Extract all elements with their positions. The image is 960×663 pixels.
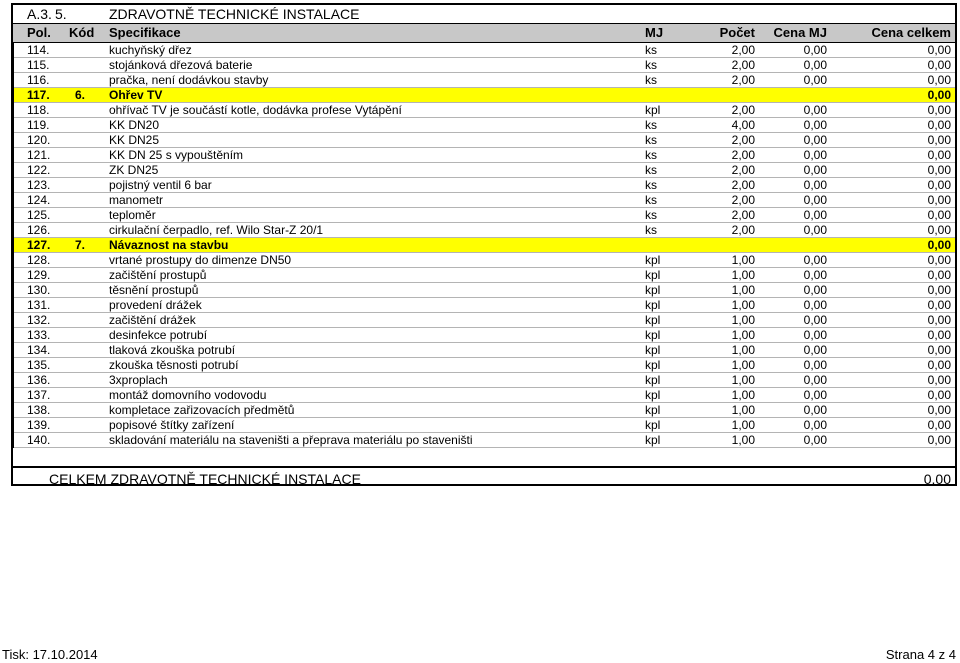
cell-mj: ks (645, 208, 657, 222)
table-row (13, 163, 955, 178)
page-number: Strana 4 z 4 (885, 647, 956, 662)
cell-cena: 0,00 (803, 253, 827, 267)
cell-pol: 133. (27, 328, 51, 342)
cell-pol: 130. (27, 283, 51, 297)
cell-celkem: 0,00 (927, 433, 951, 447)
cell-spec: tlaková zkouška potrubí (109, 343, 236, 357)
cell-cena: 0,00 (803, 403, 827, 417)
cell-cena: 0,00 (803, 223, 827, 237)
table-row (13, 133, 955, 148)
cell-mj: kpl (645, 373, 661, 387)
total-value: 0,00 (923, 471, 951, 487)
cell-mj: kpl (645, 328, 661, 342)
cell-mj: kpl (645, 388, 661, 402)
cell-pocet: 1,00 (731, 298, 755, 312)
table-row (13, 268, 955, 283)
cell-celkem: 0,00 (927, 283, 951, 297)
cell-cena: 0,00 (803, 118, 827, 132)
cell-pol: 114. (27, 43, 50, 57)
table-row (13, 283, 955, 298)
table-row (13, 223, 955, 238)
header-pol: Pol. (27, 25, 51, 40)
cell-spec: KK DN25 (109, 133, 160, 147)
table-row (13, 328, 955, 343)
subsection-number: 5. (55, 6, 67, 22)
cell-pol: 122. (27, 163, 51, 177)
cell-spec: provedení drážek (109, 298, 202, 312)
cell-celkem: 0,00 (927, 193, 951, 207)
cell-pol: 125. (27, 208, 51, 222)
table-row (13, 58, 955, 73)
cell-cena: 0,00 (803, 103, 827, 117)
cell-mj: ks (645, 43, 657, 57)
cell-cena: 0,00 (803, 283, 827, 297)
cell-mj: ks (645, 193, 657, 207)
cell-spec: pojistný ventil 6 bar (109, 178, 212, 192)
table-row (13, 148, 955, 163)
cell-celkem: 0,00 (927, 313, 951, 327)
section-row (13, 88, 955, 103)
cell-pocet: 2,00 (731, 178, 755, 192)
table-row (13, 388, 955, 403)
print-date: Tisk: 17.10.2014 (2, 647, 98, 662)
cell-pol: 116. (27, 73, 50, 87)
cell-spec: zkouška těsnosti potrubí (109, 358, 239, 372)
table-row (13, 43, 955, 58)
cell-mj: kpl (645, 283, 661, 297)
cell-celkem: 0,00 (927, 358, 951, 372)
cell-mj: ks (645, 58, 657, 72)
cell-mj: ks (645, 73, 657, 87)
cell-celkem: 0,00 (927, 223, 951, 237)
cell-pocet: 1,00 (731, 313, 755, 327)
cell-pol: 115. (27, 58, 50, 72)
cell-mj: ks (645, 118, 657, 132)
cell-spec: vrtané prostupy do dimenze DN50 (109, 253, 292, 267)
total-label: CELKEM ZDRAVOTNĚ TECHNICKÉ INSTALACE (49, 471, 361, 487)
cell-pol: 132. (27, 313, 51, 327)
cell-pocet: 2,00 (731, 58, 755, 72)
cell-mj: kpl (645, 268, 661, 282)
specification-sheet (11, 3, 957, 486)
cell-pocet: 2,00 (731, 133, 755, 147)
cell-cena: 0,00 (803, 298, 827, 312)
cell-spec: KK DN20 (109, 118, 160, 132)
cell-pocet: 1,00 (731, 433, 755, 447)
cell-celkem: 0,00 (927, 343, 951, 357)
cell-mj: ks (645, 163, 657, 177)
cell-celkem: 0,00 (927, 388, 951, 402)
cell-mj: kpl (645, 313, 661, 327)
cell-pocet: 2,00 (731, 148, 755, 162)
cell-pocet: 1,00 (731, 373, 755, 387)
cell-pol: 139. (27, 418, 51, 432)
cell-cena: 0,00 (803, 358, 827, 372)
cell-pocet: 4,00 (731, 118, 755, 132)
cell-mj: kpl (645, 298, 661, 312)
cell-spec: KK DN 25 s vypouštěním (109, 148, 244, 162)
cell-celkem: 0,00 (927, 103, 951, 117)
cell-spec: manometr (109, 193, 164, 207)
cell-cena: 0,00 (803, 418, 827, 432)
table-header (13, 23, 955, 43)
header-cena-celkem: Cena celkem (871, 25, 951, 40)
cell-pocet: 1,00 (731, 388, 755, 402)
table-row (13, 118, 955, 133)
cell-celkem: 0,00 (927, 373, 951, 387)
cell-pol: 128. (27, 253, 51, 267)
cell-celkem: 0,00 (927, 208, 951, 222)
cell-spec: desinfekce potrubí (109, 328, 208, 342)
table-row (13, 193, 955, 208)
table-row (13, 313, 955, 328)
header-pocet: Počet (719, 25, 755, 40)
table-row (13, 358, 955, 373)
cell-pocet: 2,00 (731, 103, 755, 117)
cell-pol: 117. (27, 88, 50, 102)
cell-celkem: 0,00 (927, 328, 951, 342)
cell-pol: 127. (27, 238, 51, 252)
cell-spec: cirkulační čerpadlo, ref. Wilo Star-Z 20/1 (109, 223, 324, 237)
table-row (13, 403, 955, 418)
cell-pol: 123. (27, 178, 51, 192)
header-kod: Kód (69, 25, 95, 40)
cell-pol: 129. (27, 268, 51, 282)
cell-mj: ks (645, 133, 657, 147)
cell-pocet: 2,00 (731, 73, 755, 87)
section-title (13, 5, 955, 23)
table-row (13, 253, 955, 268)
cell-spec: Ohřev TV (109, 88, 163, 102)
table-row (13, 178, 955, 193)
table-row (13, 298, 955, 313)
cell-pocet: 2,00 (731, 208, 755, 222)
cell-pocet: 1,00 (731, 343, 755, 357)
cell-pol: 136. (27, 373, 51, 387)
cell-celkem: 0,00 (927, 88, 951, 102)
cell-celkem: 0,00 (927, 178, 951, 192)
cell-pocet: 1,00 (731, 283, 755, 297)
cell-celkem: 0,00 (927, 238, 951, 252)
cell-cena: 0,00 (803, 43, 827, 57)
cell-pocet: 1,00 (731, 328, 755, 342)
header-cena-mj: Cena MJ (773, 25, 827, 40)
cell-cena: 0,00 (803, 193, 827, 207)
cell-pocet: 1,00 (731, 418, 755, 432)
cell-spec: těsnění prostupů (109, 283, 199, 297)
cell-cena: 0,00 (803, 208, 827, 222)
cell-cena: 0,00 (803, 313, 827, 327)
cell-celkem: 0,00 (927, 253, 951, 267)
cell-spec: začištění prostupů (109, 268, 207, 282)
cell-pol: 120. (27, 133, 51, 147)
cell-spec: Návaznost na stavbu (109, 238, 229, 252)
cell-celkem: 0,00 (927, 148, 951, 162)
cell-pol: 140. (27, 433, 51, 447)
cell-spec: kompletace zařizovacích předmětů (109, 403, 295, 417)
cell-spec: montáž domovního vodovodu (109, 388, 267, 402)
header-mj: MJ (645, 25, 664, 40)
cell-mj: ks (645, 223, 657, 237)
cell-cena: 0,00 (803, 343, 827, 357)
cell-spec: 3xproplach (109, 373, 168, 387)
cell-pocet: 1,00 (731, 358, 755, 372)
cell-pol: 137. (27, 388, 51, 402)
cell-spec: stojánková dřezová baterie (109, 58, 253, 72)
cell-cena: 0,00 (803, 328, 827, 342)
cell-kod: 6. (75, 88, 86, 102)
cell-pol: 138. (27, 403, 51, 417)
cell-pol: 131. (27, 298, 51, 312)
cell-pocet: 2,00 (731, 43, 755, 57)
header-spec: Specifikace (109, 25, 181, 40)
cell-pol: 121. (27, 148, 51, 162)
cell-celkem: 0,00 (927, 418, 951, 432)
cell-spec: skladování materiálu na staveništi a přeprava materiálu po staveništi (109, 433, 473, 447)
table-row (13, 73, 955, 88)
table-row (13, 433, 955, 448)
cell-mj: kpl (645, 253, 661, 267)
table-row (13, 418, 955, 433)
table-row (13, 343, 955, 358)
cell-celkem: 0,00 (927, 43, 951, 57)
section-name: ZDRAVOTNĚ TECHNICKÉ INSTALACE (109, 6, 360, 22)
cell-celkem: 0,00 (927, 118, 951, 132)
cell-spec: ohřívač TV je součástí kotle, dodávka profese Vytápění (109, 103, 402, 117)
cell-mj: kpl (645, 343, 661, 357)
cell-celkem: 0,00 (927, 298, 951, 312)
cell-celkem: 0,00 (927, 163, 951, 177)
cell-kod: 7. (75, 238, 86, 252)
cell-pocet: 1,00 (731, 268, 755, 282)
cell-cena: 0,00 (803, 133, 827, 147)
cell-mj: ks (645, 178, 657, 192)
cell-pol: 126. (27, 223, 51, 237)
cell-mj: kpl (645, 358, 661, 372)
cell-celkem: 0,00 (927, 58, 951, 72)
cell-pol: 118. (27, 103, 50, 117)
cell-pocet: 1,00 (731, 403, 755, 417)
cell-spec: ZK DN25 (109, 163, 159, 177)
cell-pocet: 1,00 (731, 253, 755, 267)
cell-celkem: 0,00 (927, 133, 951, 147)
cell-spec: kuchyňský dřez (109, 43, 192, 57)
cell-cena: 0,00 (803, 433, 827, 447)
cell-cena: 0,00 (803, 58, 827, 72)
section-row (13, 238, 955, 253)
cell-pocet: 2,00 (731, 223, 755, 237)
cell-cena: 0,00 (803, 178, 827, 192)
cell-celkem: 0,00 (927, 403, 951, 417)
cell-celkem: 0,00 (927, 268, 951, 282)
cell-spec: teploměr (109, 208, 156, 222)
cell-spec: popisové štítky zařízení (109, 418, 235, 432)
cell-pol: 134. (27, 343, 51, 357)
cell-mj: kpl (645, 418, 661, 432)
table-row (13, 103, 955, 118)
cell-mj: kpl (645, 103, 661, 117)
cell-mj: kpl (645, 433, 661, 447)
cell-mj: kpl (645, 403, 661, 417)
cell-cena: 0,00 (803, 268, 827, 282)
cell-celkem: 0,00 (927, 73, 951, 87)
cell-mj: ks (645, 148, 657, 162)
cell-cena: 0,00 (803, 388, 827, 402)
cell-pocet: 2,00 (731, 163, 755, 177)
grand-total (13, 466, 955, 486)
cell-spec: začištění drážek (109, 313, 196, 327)
cell-cena: 0,00 (803, 73, 827, 87)
cell-spec: pračka, není dodávkou stavby (109, 73, 269, 87)
cell-cena: 0,00 (803, 148, 827, 162)
cell-pol: 135. (27, 358, 51, 372)
cell-pocet: 2,00 (731, 193, 755, 207)
table-row (13, 208, 955, 223)
cell-pol: 124. (27, 193, 51, 207)
cell-cena: 0,00 (803, 373, 827, 387)
cell-cena: 0,00 (803, 163, 827, 177)
section-number: A.3. (27, 6, 52, 22)
table-row (13, 373, 955, 388)
cell-pol: 119. (27, 118, 50, 132)
